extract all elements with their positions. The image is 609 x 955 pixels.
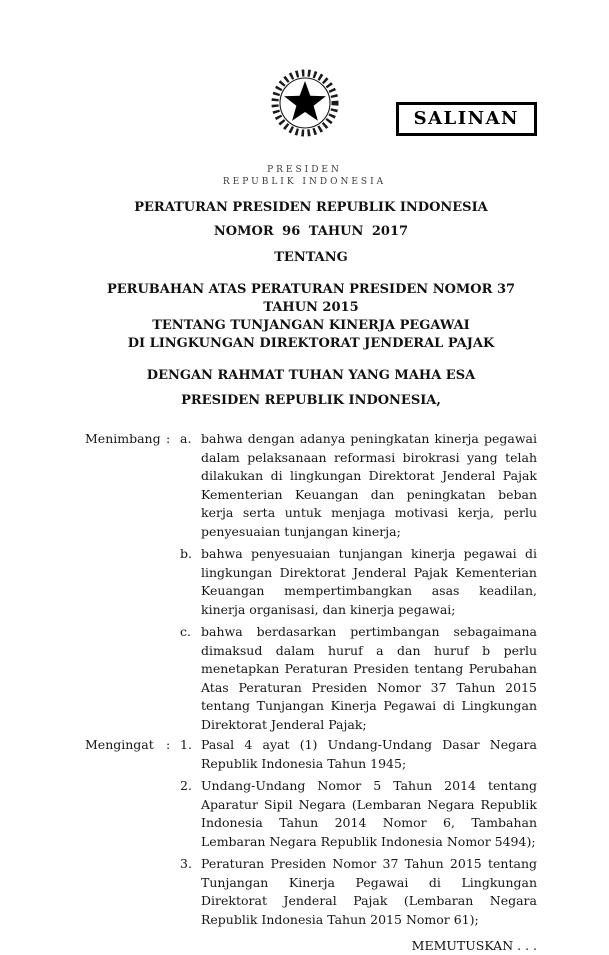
mengingat-section	[85, 736, 537, 929]
item-marker: a.	[180, 431, 192, 446]
menimbang-label: Menimbang	[85, 431, 161, 446]
consideration-item-a	[180, 430, 537, 541]
salinan-stamp	[396, 102, 537, 136]
legal-basis-item-1	[180, 736, 537, 773]
item-marker: 2.	[180, 778, 192, 793]
menimbang-items	[180, 430, 537, 734]
menimbang-colon: :	[166, 431, 171, 446]
legal-basis-item-2	[180, 777, 537, 851]
item-marker: 1.	[180, 737, 192, 752]
consideration-item-b	[180, 545, 537, 619]
mengingat-colon: :	[166, 737, 171, 752]
subject-line-1: PERUBAHAN ATAS PERATURAN PRESIDEN NOMOR 37 TAHUN 2015	[106, 282, 516, 315]
item-text: bahwa berdasarkan pertimbangan sebagaimana dimaksud dalam huruf a dan huruf b perlu menetapkan Peraturan Presiden tentang Perubahan Atas Peraturan Presiden Nomor 37 Tahun 2015 tentang Tunjangan Kinerja Pegawai di Lingkungan Direktorat Jenderal Pajak;	[201, 624, 537, 732]
item-text: bahwa penyesuaian tunjangan kinerja pegawai di lingkungan Direktorat Jenderal Pajak Kementerian Keuangan mempertimbangkan asas keadilan, kinerja organisasi, dan kinerja pegawai;	[201, 546, 537, 617]
letterhead	[0, 164, 609, 188]
item-marker: b.	[180, 546, 192, 561]
item-text: Peraturan Presiden Nomor 37 Tahun 2015 tentang Tunjangan Kinerja Pegawai di Lingkungan Direktorat Jenderal Pajak (Lembaran Negara Republik Indonesia Tahun 2015 Nomor 61);	[201, 856, 537, 927]
consideration-item-c	[180, 623, 537, 734]
item-marker: 3.	[180, 856, 192, 871]
presidential-seal-icon	[263, 62, 347, 144]
subject-line-2: TENTANG TUNJANGAN KINERJA PEGAWAI	[152, 318, 470, 333]
menimbang-section	[85, 430, 537, 734]
tentang-heading: TENTANG	[274, 250, 348, 265]
doc-title: PERATURAN PRESIDEN REPUBLIK INDONESIA	[134, 200, 488, 215]
mengingat-label: Mengingat	[85, 737, 154, 752]
doc-subject	[85, 281, 537, 353]
letterhead-line-presiden: PRESIDEN	[267, 165, 342, 175]
item-text: bahwa dengan adanya peningkatan kinerja pegawai dalam pelaksanaan reformasi birokrasi yang telah dilakukan di lingkungan Direktorat Jenderal Pajak Kementerian Keuangan dan peningkatan beban kerja serta untuk menjaga motivasi kerja, perlu penyesuaian tunjangan kinerja;	[201, 431, 537, 539]
item-text: Undang-Undang Nomor 5 Tahun 2014 tentang Aparatur Sipil Negara (Lembaran Negara Republik Indonesia Tahun 2014 Nomor 6, Tambahan Lembaran Negara Republik Indonesia Nomor 5494);	[201, 778, 537, 849]
authority-line: PRESIDEN REPUBLIK INDONESIA,	[181, 393, 441, 408]
item-marker: c.	[180, 624, 191, 639]
salinan-stamp-label: SALINAN	[413, 108, 519, 129]
mengingat-items	[180, 736, 537, 929]
page-continuation-marker: MEMUTUSKAN . . .	[411, 938, 537, 953]
document-body	[85, 199, 537, 955]
invocation-line: DENGAN RAHMAT TUHAN YANG MAHA ESA	[146, 368, 476, 383]
subject-line-3: DI LINGKUNGAN DIREKTORAT JENDERAL PAJAK	[127, 336, 495, 351]
letterhead-line-republik: REPUBLIK INDONESIA	[222, 177, 387, 187]
item-text: Pasal 4 ayat (1) Undang-Undang Dasar Negara Republik Indonesia Tahun 1945;	[201, 737, 537, 771]
doc-number: NOMOR 96 TAHUN 2017	[213, 224, 409, 239]
legal-basis-item-3	[180, 855, 537, 929]
